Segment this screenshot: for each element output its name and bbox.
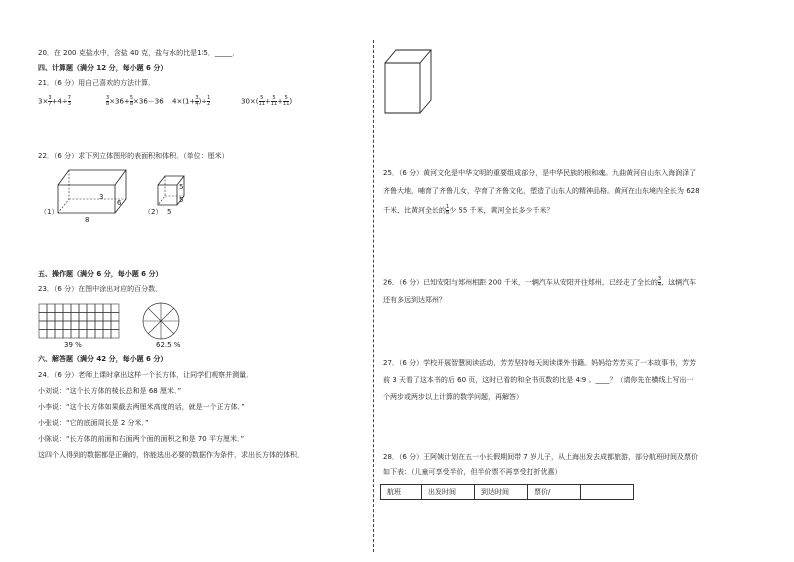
sector-line <box>148 308 161 321</box>
grid-cell <box>55 304 63 313</box>
q25-line <box>383 205 554 216</box>
q25-text: 千米，比黄河全长的 <box>383 206 446 215</box>
dim-label: 6 <box>117 199 122 207</box>
grid-cell <box>79 313 87 322</box>
q24-line: 小刘说：“这个长方体的棱长总和是 68 厘米．” <box>38 387 182 395</box>
q28-line: 如下表：（儿童可享受半价，但半价票不再享受打折优惠） <box>383 468 562 476</box>
pie-caption: 62.5 % <box>156 341 181 349</box>
dim-label: 5 <box>167 208 172 216</box>
q25-line: 25．（6 分）黄河文化是中华文明的重要组成部分，是中华民族的根和魂。九曲黄河自山东入海润泽了 <box>383 169 697 177</box>
frac-num: 5 <box>260 95 264 101</box>
grid-cell <box>79 321 87 330</box>
frac-num: 3 <box>106 95 110 101</box>
expr-text: 3× <box>38 97 49 106</box>
q24-line: 小张说：“它的底面周长是 2 分米．” <box>38 419 149 427</box>
grid-cell <box>79 304 87 313</box>
flight-table <box>380 484 634 500</box>
grid-cell <box>71 313 79 322</box>
q27-line: 前 3 天看了这本书的后 60 页，这时已看的和全书页数的比是 4∶9 。____？（请你先在横线上写出一 <box>383 376 694 384</box>
grid-cell <box>95 321 103 330</box>
q27-line: 27．（6 分）学校开展智慧阅读活动，芳芳坚持每天阅读课外书籍。妈妈给芳芳买了一本故事书，芳芳 <box>383 359 697 367</box>
grid-cell <box>63 313 71 322</box>
grid-cell <box>95 313 103 322</box>
expr-text: ) <box>289 97 293 106</box>
q27-line: 个两步或两步以上计算的数学问题，再解答） <box>383 393 523 401</box>
grid-cell <box>71 330 79 339</box>
sector-line <box>148 321 161 334</box>
grid-cell <box>55 313 63 322</box>
frac-num: 3 <box>48 95 52 101</box>
grid-cell <box>47 304 55 313</box>
calc-expression-2 <box>106 96 164 107</box>
grid-cell <box>111 313 119 322</box>
sector-line <box>161 321 174 334</box>
grid-caption: 39 % <box>64 341 82 349</box>
q28-line: 28．（6 分）王阿姨计划在五一小长假期间带 7 岁儿子，从上海出发去成都旅游，部分航班时间及票价 <box>383 453 698 461</box>
question-21: 21．（6 分）用自己喜欢的方法计算． <box>38 79 156 87</box>
question-20: 20．在 200 克盐水中，含盐 40 克，盐与水的比是1∶5．_____． <box>38 49 240 57</box>
frac-den: 8 <box>446 210 450 216</box>
grid-cell <box>103 304 111 313</box>
rectangular-prism-figure <box>384 49 432 115</box>
grid-cell <box>55 321 63 330</box>
frac-num: 5 <box>284 95 288 101</box>
q24-line: 小李说：“这个长方体如果截去两厘米高度的话，就是一个正方体．” <box>38 403 245 411</box>
dim-label: 5 <box>179 196 184 204</box>
table-header-cell: 到达时间 <box>475 485 528 500</box>
figure-1-label: （1） <box>40 208 59 216</box>
frac-den: 4 <box>195 101 199 107</box>
expr-text: +4÷ <box>51 97 68 106</box>
frac-den: 11 <box>270 101 278 107</box>
frac-num: 5 <box>272 95 276 101</box>
section-5-heading: 五、操作题（满分 6 分，每小题 6 分） <box>38 270 163 278</box>
grid-cell <box>71 321 79 330</box>
grid-cell <box>47 330 55 339</box>
calc-expression-3 <box>172 96 210 107</box>
table-header-cell <box>581 485 634 500</box>
grid-cell <box>39 330 47 339</box>
frac-num: 3 <box>195 95 199 101</box>
expr-text: )÷ <box>198 97 208 106</box>
frac-num: 1 <box>446 204 450 210</box>
section-6-heading: 六、解答题（满分 42 分，每小题 6 分） <box>38 355 168 363</box>
grid-cell <box>55 330 63 339</box>
grid-cell <box>87 321 95 330</box>
table-row <box>381 485 634 500</box>
calc-expression-1 <box>38 96 71 107</box>
q26-line: 还有多远到达郑州？ <box>383 296 446 304</box>
dim-label: 3 <box>99 193 104 201</box>
frac-den: 11 <box>283 101 290 107</box>
section-4-heading: 四、计算题（满分 12 分，每小题 6 分） <box>38 64 168 72</box>
expr-text: ×36+ <box>109 97 130 106</box>
grid-cell <box>71 304 79 313</box>
grid-cell <box>47 321 55 330</box>
frac-den: 3 <box>67 101 71 107</box>
grid-cell <box>39 304 47 313</box>
grid-cell <box>111 330 119 339</box>
dim-label: 8 <box>85 216 90 224</box>
cube-figure <box>155 172 200 216</box>
q26-text: ，这辆汽车 <box>661 278 697 287</box>
q24-line: 这四个人得到的数据都是正确的，你能选出必要的数据作为条件，求出长方体的体积． <box>38 451 304 459</box>
expr-text: ×36－36 <box>133 97 164 106</box>
grid-cell <box>87 313 95 322</box>
expr-text: 30×( <box>241 97 259 106</box>
frac-den: 11 <box>258 101 265 107</box>
question-24: 24．（6 分）老师上课时拿出这样一个长方体，让同学们观察并测量． <box>38 371 254 379</box>
expr-text: + <box>264 97 271 106</box>
expr-text: + <box>277 97 284 106</box>
grid-cell <box>111 321 119 330</box>
table-header-cell: 航班 <box>381 485 422 500</box>
grid-cell <box>111 304 119 313</box>
grid-cell <box>95 304 103 313</box>
frac-den: 2 <box>207 101 211 107</box>
q25-line: 齐鲁大地，哺育了齐鲁儿女，孕育了齐鲁文化，塑造了山东人的精神品格。黄河在山东境内全长为 628 <box>383 187 700 195</box>
grid-cell <box>63 321 71 330</box>
frac-num: 3 <box>657 276 662 282</box>
calc-expression-4 <box>241 96 292 107</box>
question-22: 22．（6 分）求下列立体图形的表面积和体积．（单位：厘米） <box>38 152 229 160</box>
grid-cell <box>63 304 71 313</box>
cuboid-figure <box>55 165 135 224</box>
frac-den: 8 <box>129 101 134 107</box>
percent-grid <box>38 303 122 339</box>
grid-cell <box>39 321 47 330</box>
frac-num: 7 <box>67 95 71 101</box>
grid-cell <box>63 330 71 339</box>
grid-cell <box>47 313 55 322</box>
grid-cell <box>87 304 95 313</box>
q26-text: 26．（6 分）已知安阳与郑州相距 200 千米，一辆汽车从安阳开往郑州，已经走了全长的 <box>383 278 658 287</box>
grid-cell <box>103 313 111 322</box>
column-divider <box>373 40 374 552</box>
grid-cell <box>87 330 95 339</box>
frac-den: 4 <box>657 282 662 288</box>
sector-line <box>161 308 174 321</box>
q24-line: 小陈说：“长方体的前面和右面两个面的面积之和是 70 平方厘米．” <box>38 435 245 443</box>
grid-cell <box>103 330 111 339</box>
table-header-cell: 出发时间 <box>422 485 475 500</box>
dim-label: 5 <box>179 183 184 191</box>
table-header-cell: 票价/ <box>528 485 581 500</box>
grid-cell <box>39 313 47 322</box>
grid-cell <box>79 330 87 339</box>
percent-circle <box>142 302 180 340</box>
frac-den: 7 <box>48 101 52 107</box>
question-23: 23．（6 分）在图中涂出对应的百分数． <box>38 285 163 293</box>
q25-text: 少 55 千米，黄河全长多少千米？ <box>449 206 554 215</box>
frac-num: 5 <box>129 95 134 101</box>
expr-text: 4×(1+ <box>172 97 196 106</box>
grid-cell <box>95 330 103 339</box>
frac-den: 8 <box>106 101 110 107</box>
grid-cell <box>103 321 111 330</box>
figure-2-label: （2） <box>144 208 163 216</box>
q26-line <box>383 277 696 288</box>
frac-num: 1 <box>207 95 211 101</box>
